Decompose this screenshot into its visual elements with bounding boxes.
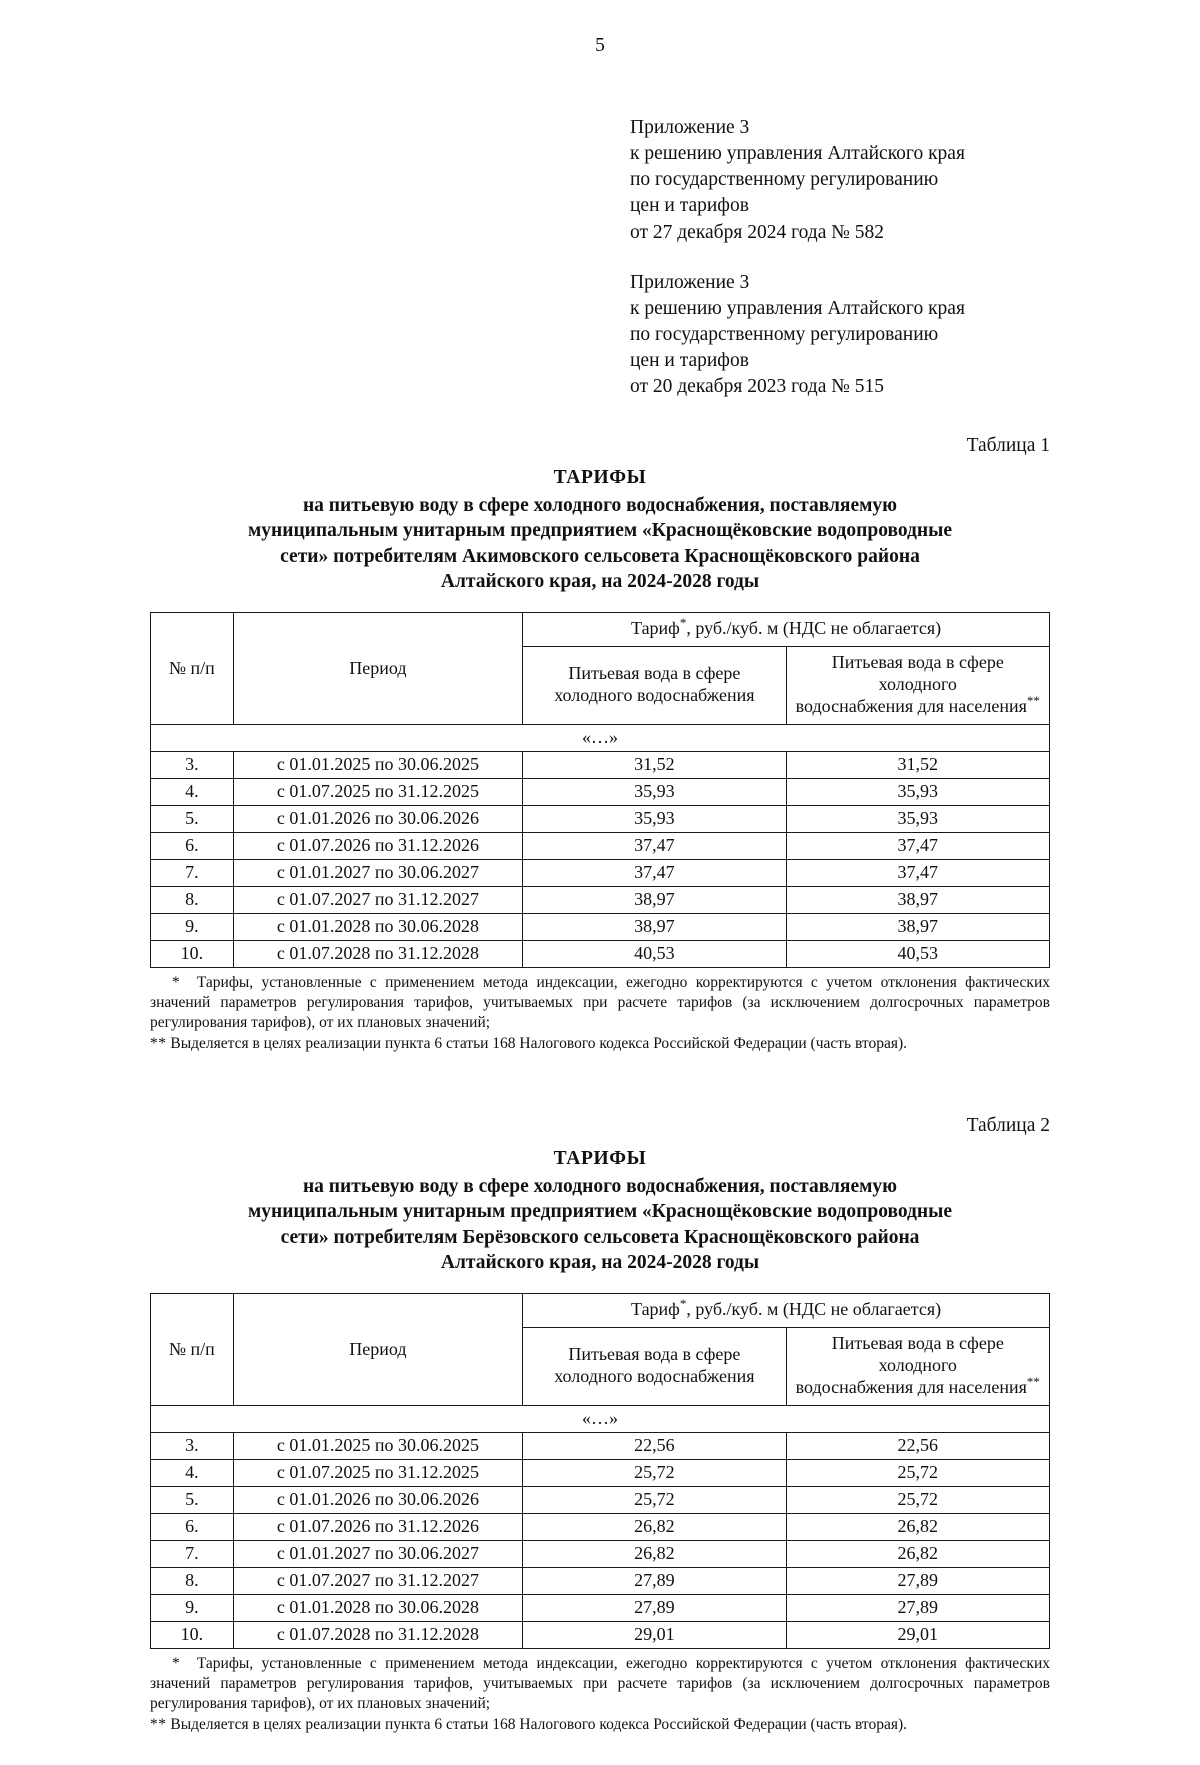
table-row xyxy=(151,913,1050,940)
table-row xyxy=(151,1486,1050,1513)
tariff-table-1-body xyxy=(151,725,1050,968)
tariff-table-1 xyxy=(150,612,1050,967)
cell-tariff-population: 22,56 xyxy=(786,1432,1049,1459)
cell-period: с 01.01.2025 по 30.06.2025 xyxy=(233,752,522,779)
cell-row-number: 6. xyxy=(151,833,234,860)
subtitle-1-line-3: сети» потребителям Акимовского сельсовета Краснощёковского района xyxy=(280,545,920,567)
footnote-text-1: Тарифы, установленные с применением метода индексации, ежегодно корректируются с учетом отклонения фактических значений параметров регулирования тарифов, учитываемых при расчете тарифов (за исключением долгосрочных параметров регулирования тарифов), от их плановых значений; xyxy=(150,973,1051,1032)
cell-tariff-population: 38,97 xyxy=(786,913,1049,940)
cell-row-number: 5. xyxy=(151,806,234,833)
subtitle-2-line-3: сети» потребителям Берёзовского сельсовета Краснощёковского района xyxy=(280,1226,920,1248)
table-row-ellipsis xyxy=(151,1406,1050,1433)
footnote-marker-2: ** xyxy=(150,1716,167,1733)
footnote-double-asterisk xyxy=(150,1715,1050,1735)
footnote-marker-2: ** xyxy=(150,1035,167,1053)
header-row-number: № п/п xyxy=(151,1294,234,1406)
header-drinking-water xyxy=(523,1328,786,1406)
tariff-section-1 xyxy=(150,434,1050,1055)
appendix-1-line-5: от 27 декабря 2024 года № 582 xyxy=(630,221,884,243)
section-separator xyxy=(150,1054,1050,1080)
cell-tariff-population: 26,82 xyxy=(786,1513,1049,1540)
appendix-2-line-3: по государственному регулированию xyxy=(630,323,939,345)
cell-tariff-population: 27,89 xyxy=(786,1567,1049,1594)
cell-period: с 01.01.2027 по 30.06.2027 xyxy=(233,860,522,887)
cell-row-number: 9. xyxy=(151,913,234,940)
footnote-text-1: Тарифы, установленные с применением метода индексации, ежегодно корректируются с учетом отклонения фактических значений параметров регулирования тарифов, учитываемых при расчете тарифов (за исключением долгосрочных параметров регулирования тарифов), от их плановых значений; xyxy=(150,1654,1051,1712)
cell-row-number: 5. xyxy=(151,1486,234,1513)
cell-row-number: 3. xyxy=(151,752,234,779)
table-row xyxy=(151,752,1050,779)
subtitle-2-line-1: на питьевую воду в сфере холодного водоснабжения, поставляемую xyxy=(302,1175,898,1197)
footnote-marker-1: * xyxy=(172,1654,181,1672)
header-period: Период xyxy=(233,1294,522,1406)
cell-tariff-population: 35,93 xyxy=(786,806,1049,833)
cell-period: с 01.07.2028 по 31.12.2028 xyxy=(233,1621,522,1648)
footnote-text-2: Выделяется в целях реализации пункта 6 статьи 168 Налогового кодекса Российской Федерации (часть вторая). xyxy=(170,1035,908,1053)
tariff-table-2 xyxy=(150,1293,1050,1648)
header-period: Период xyxy=(233,613,522,725)
header-tariff-group xyxy=(523,613,1050,647)
cell-row-number: 8. xyxy=(151,887,234,914)
cell-row-number: 7. xyxy=(151,1540,234,1567)
appendix-1-line-2: к решению управления Алтайского края xyxy=(630,143,965,165)
header-drinking-water-line-2: холодного водоснабжения xyxy=(554,685,755,706)
header-tariff-group-text: Тариф xyxy=(631,1299,680,1320)
table-row xyxy=(151,1459,1050,1486)
appendix-block-1 xyxy=(630,115,1050,245)
header-drinking-water-population-line-2: водоснабжения для населения xyxy=(795,696,1027,717)
cell-row-number: 10. xyxy=(151,1621,234,1648)
cell-row-number: 6. xyxy=(151,1513,234,1540)
cell-row-number: 9. xyxy=(151,1594,234,1621)
footnote-double-asterisk xyxy=(150,1034,1050,1054)
cell-tariff: 35,93 xyxy=(523,779,786,806)
cell-tariff: 29,01 xyxy=(523,1621,786,1648)
footnotes-1 xyxy=(150,973,1050,1055)
tariff-subtitle-1 xyxy=(150,493,1050,594)
cell-tariff-population: 27,89 xyxy=(786,1594,1049,1621)
cell-period: с 01.01.2028 по 30.06.2028 xyxy=(233,913,522,940)
appendix-2-line-1: Приложение 3 xyxy=(630,271,750,293)
page-number: 5 xyxy=(595,35,605,56)
cell-row-number: 4. xyxy=(151,779,234,806)
tariff-section-2 xyxy=(150,1114,1050,1735)
tariff-table-1-head xyxy=(151,613,1050,725)
appendix-1-line-3: по государственному регулированию xyxy=(630,169,939,191)
cell-tariff: 31,52 xyxy=(523,752,786,779)
table-row xyxy=(151,1540,1050,1567)
header-tariff-group-text: Тариф xyxy=(631,618,680,639)
cell-tariff-population: 35,93 xyxy=(786,779,1049,806)
header-drinking-water-population-line-1: Питьевая вода в сфере холодного xyxy=(831,1333,1004,1376)
table-label-1: Таблица 1 xyxy=(966,434,1050,456)
footnote-single-asterisk xyxy=(150,973,1050,1033)
ellipsis-cell: «…» xyxy=(151,1406,1050,1433)
header-drinking-water-line-2: холодного водоснабжения xyxy=(554,1366,755,1387)
tariff-heading-1: ТАРИФЫ xyxy=(553,467,647,489)
subtitle-1-line-1: на питьевую воду в сфере холодного водоснабжения, поставляемую xyxy=(302,495,898,517)
tariff-subtitle-2 xyxy=(150,1174,1050,1275)
cell-period: с 01.07.2028 по 31.12.2028 xyxy=(233,940,522,967)
header-tariff-group xyxy=(523,1294,1050,1328)
cell-period: с 01.07.2025 по 31.12.2025 xyxy=(233,1459,522,1486)
cell-tariff: 26,82 xyxy=(523,1540,786,1567)
header-drinking-water-population-asterisks: ** xyxy=(1026,1374,1040,1390)
table-row xyxy=(151,860,1050,887)
footnote-text-2: Выделяется в целях реализации пункта 6 статьи 168 Налогового кодекса Российской Федерации (часть вторая). xyxy=(170,1716,908,1733)
header-tariff-group-tail: , руб./куб. м (НДС не облагается) xyxy=(686,1299,942,1320)
cell-tariff-population: 25,72 xyxy=(786,1486,1049,1513)
header-tariff-group-asterisk: * xyxy=(679,615,687,631)
tariff-heading-2: ТАРИФЫ xyxy=(553,1147,647,1169)
cell-tariff: 22,56 xyxy=(523,1432,786,1459)
header-drinking-water-line-1: Питьевая вода в сфере xyxy=(568,1344,741,1365)
table-row xyxy=(151,779,1050,806)
cell-period: с 01.01.2026 по 30.06.2026 xyxy=(233,1486,522,1513)
cell-tariff: 38,97 xyxy=(523,913,786,940)
subtitle-1-line-4: Алтайского края, на 2024-2028 годы xyxy=(440,571,760,593)
table-row xyxy=(151,1621,1050,1648)
table-row xyxy=(151,1594,1050,1621)
subtitle-2-line-4: Алтайского края, на 2024-2028 годы xyxy=(440,1251,760,1273)
cell-period: с 01.07.2027 по 31.12.2027 xyxy=(233,887,522,914)
ellipsis-cell: «…» xyxy=(151,725,1050,752)
table-row xyxy=(151,1432,1050,1459)
cell-tariff: 40,53 xyxy=(523,940,786,967)
cell-period: с 01.07.2027 по 31.12.2027 xyxy=(233,1567,522,1594)
footnotes-2 xyxy=(150,1654,1050,1736)
appendix-header-zone xyxy=(630,115,1050,399)
cell-row-number: 7. xyxy=(151,860,234,887)
header-tariff-group-asterisk: * xyxy=(679,1296,687,1312)
cell-tariff-population: 40,53 xyxy=(786,940,1049,967)
cell-row-number: 8. xyxy=(151,1567,234,1594)
table-row xyxy=(151,806,1050,833)
cell-period: с 01.01.2025 по 30.06.2025 xyxy=(233,1432,522,1459)
table-row xyxy=(151,1567,1050,1594)
cell-tariff: 25,72 xyxy=(523,1486,786,1513)
cell-tariff-population: 31,52 xyxy=(786,752,1049,779)
appendix-2-line-4: цен и тарифов xyxy=(630,349,749,371)
cell-tariff: 27,89 xyxy=(523,1567,786,1594)
footnote-single-asterisk xyxy=(150,1654,1050,1714)
header-drinking-water-population xyxy=(786,1328,1049,1406)
appendix-2-line-2: к решению управления Алтайского края xyxy=(630,297,965,319)
table-row-ellipsis xyxy=(151,725,1050,752)
header-drinking-water xyxy=(523,647,786,725)
cell-period: с 01.01.2026 по 30.06.2026 xyxy=(233,806,522,833)
cell-period: с 01.07.2026 по 31.12.2026 xyxy=(233,1513,522,1540)
table-header-row-group xyxy=(151,613,1050,647)
table-row xyxy=(151,1513,1050,1540)
tariff-table-2-body xyxy=(151,1406,1050,1649)
header-drinking-water-population-line-1: Питьевая вода в сфере холодного xyxy=(831,652,1004,695)
cell-tariff-population: 37,47 xyxy=(786,860,1049,887)
footnote-marker-1: * xyxy=(172,973,181,991)
cell-tariff-population: 26,82 xyxy=(786,1540,1049,1567)
appendix-2-line-5: от 20 декабря 2023 года № 515 xyxy=(630,375,884,397)
header-drinking-water-line-1: Питьевая вода в сфере xyxy=(568,663,741,684)
tariff-table-2-head xyxy=(151,1294,1050,1406)
cell-period: с 01.01.2028 по 30.06.2028 xyxy=(233,1594,522,1621)
subtitle-1-line-2: муниципальным унитарным предприятием «Краснощёковские водопроводные xyxy=(247,520,953,542)
header-drinking-water-population-asterisks: ** xyxy=(1026,693,1040,709)
cell-tariff: 37,47 xyxy=(523,833,786,860)
cell-row-number: 10. xyxy=(151,940,234,967)
subtitle-2-line-2: муниципальным унитарным предприятием «Краснощёковские водопроводные xyxy=(247,1201,953,1223)
appendix-1-line-1: Приложение 3 xyxy=(630,117,750,139)
cell-period: с 01.07.2025 по 31.12.2025 xyxy=(233,779,522,806)
header-drinking-water-population-line-2: водоснабжения для населения xyxy=(795,1377,1027,1398)
appendix-1-line-4: цен и тарифов xyxy=(630,195,749,217)
cell-period: с 01.07.2026 по 31.12.2026 xyxy=(233,833,522,860)
cell-tariff: 25,72 xyxy=(523,1459,786,1486)
cell-tariff-population: 38,97 xyxy=(786,887,1049,914)
table-row xyxy=(151,887,1050,914)
cell-period: с 01.01.2027 по 30.06.2027 xyxy=(233,1540,522,1567)
cell-tariff: 26,82 xyxy=(523,1513,786,1540)
cell-tariff-population: 29,01 xyxy=(786,1621,1049,1648)
cell-row-number: 4. xyxy=(151,1459,234,1486)
cell-tariff-population: 25,72 xyxy=(786,1459,1049,1486)
table-row xyxy=(151,833,1050,860)
table-header-row-group xyxy=(151,1294,1050,1328)
cell-tariff: 37,47 xyxy=(523,860,786,887)
table-label-2: Таблица 2 xyxy=(966,1115,1050,1137)
cell-tariff: 35,93 xyxy=(523,806,786,833)
cell-tariff: 27,89 xyxy=(523,1594,786,1621)
appendix-block-2 xyxy=(630,270,1050,400)
header-drinking-water-population xyxy=(786,647,1049,725)
header-row-number: № п/п xyxy=(151,613,234,725)
header-tariff-group-tail: , руб./куб. м (НДС не облагается) xyxy=(686,618,942,639)
cell-tariff-population: 37,47 xyxy=(786,833,1049,860)
cell-row-number: 3. xyxy=(151,1432,234,1459)
table-row xyxy=(151,940,1050,967)
cell-tariff: 38,97 xyxy=(523,887,786,914)
